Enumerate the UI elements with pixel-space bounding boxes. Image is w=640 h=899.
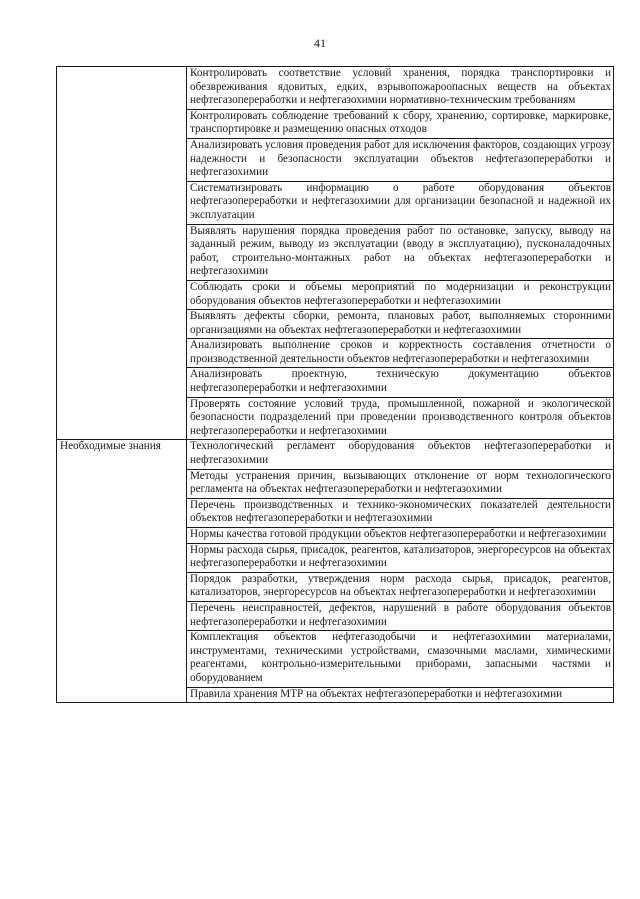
requirement-cell: Выявлять дефекты сборки, ремонта, плановых работ, выполняемых сторонними организациями на объектах нефтегазопереработки и нефтегазохимии	[187, 310, 614, 339]
requirement-cell: Проверять состояние условий труда, промышленной, пожарной и экологической безопасности подразделений при проведении производственного контроля объектов нефтегазопереработки и нефтегазохимии	[187, 397, 614, 440]
requirement-cell: Технологический регламент оборудования объектов нефтегазопереработки и нефтегазохимии	[187, 440, 614, 469]
requirement-cell: Анализировать условия проведения работ для исключения факторов, создающих угрозу надежности и безопасности эксплуатации объектов нефтегазопереработки и нефтегазохимии	[187, 138, 614, 181]
group-label-cell	[57, 67, 187, 440]
requirement-cell: Соблюдать сроки и объемы мероприятий по модернизации и реконструкции оборудования объектов нефтегазопереработки и нефтегазохимии	[187, 280, 614, 309]
requirement-cell: Комплектация объектов нефтегазодобычи и нефтегазохимии материалами, инструментами, техническими устройствами, смазочными маслами, химическими реагентами, контрольно-измерительными приборами, запасными частями и оборудованием	[187, 631, 614, 687]
requirement-cell: Методы устранения причин, вызывающих отклонение от норм технологического регламента на объектах нефтегазопереработки и нефтегазохимии	[187, 469, 614, 498]
group-label-cell: Необходимые знания	[57, 440, 187, 703]
page-number: 41	[314, 36, 326, 50]
requirement-cell: Нормы качества готовой продукции объектов нефтегазопереработки и нефтегазохимии	[187, 528, 614, 544]
requirement-cell: Контролировать соответствие условий хранения, порядка транспортировки и обезвреживания ядовитых, едких, взрывопожароопасных веществ на объектах нефтегазопереработки и нефтегазохимии нормативно-техническим требованиям	[187, 67, 614, 110]
requirement-cell: Правила хранения МТР на объектах нефтегазопереработки и нефтегазохимии	[187, 687, 614, 703]
requirement-cell: Перечень производственных и технико-экономических показателей деятельности объектов нефтегазопереработки и нефтегазохимии	[187, 498, 614, 527]
table-row	[57, 67, 614, 110]
requirement-cell: Анализировать выполнение сроков и корректность составления отчетности о производственной деятельности объектов нефтегазопереработки и нефтегазохимии	[187, 339, 614, 368]
table-row	[57, 440, 614, 469]
requirement-cell: Выявлять нарушения порядка проведения работ по остановке, запуску, выводу на заданный режим, выводу из эксплуатации (вводу в эксплуатацию), пусконаладочных работ, строительно-монтажных работ на объектах нефтегазопереработки и нефтегазохимии	[187, 224, 614, 280]
requirement-cell: Контролировать соблюдение требований к сбору, хранению, сортировке, маркировке, транспортировке и размещению опасных отходов	[187, 109, 614, 138]
requirement-cell: Порядок разработки, утверждения норм расхода сырья, присадок, реагентов, катализаторов, энергоресурсов на объектах нефтегазопереработки и нефтегазохимии	[187, 572, 614, 601]
requirement-cell: Систематизировать информацию о работе оборудования объектов нефтегазопереработки и нефтегазохимии для организации безопасной и надежной их эксплуатации	[187, 181, 614, 224]
requirement-cell: Нормы расхода сырья, присадок, реагентов, катализаторов, энергоресурсов на объектах нефтегазопереработки и нефтегазохимии	[187, 543, 614, 572]
requirement-cell: Перечень неисправностей, дефектов, нарушений в работе оборудования объектов нефтегазопереработки и нефтегазохимии	[187, 601, 614, 630]
requirements-table	[56, 66, 614, 703]
requirement-cell: Анализировать проектную, техническую документацию объектов нефтегазопереработки и нефтегазохимии	[187, 368, 614, 397]
